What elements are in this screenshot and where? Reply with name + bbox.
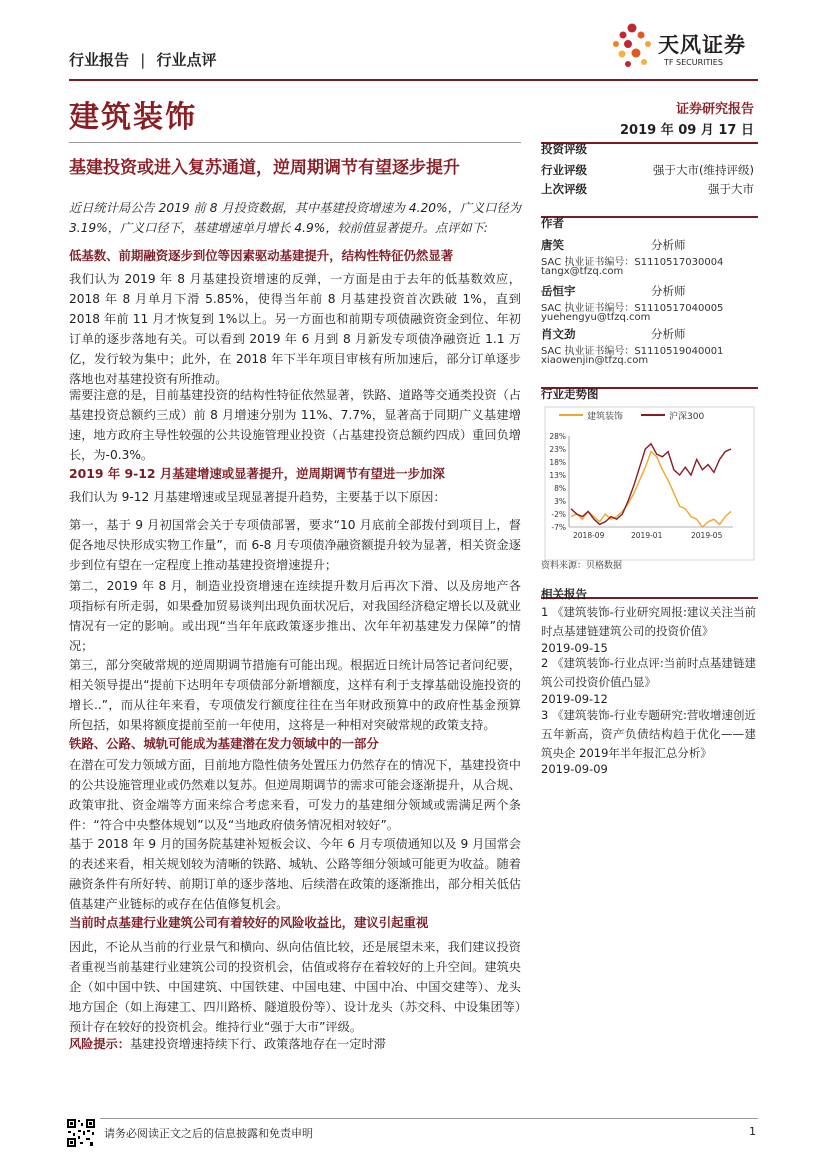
author-role-3: 分析师 xyxy=(651,327,686,341)
footer-rule xyxy=(100,1118,758,1119)
y-tick-label: 28% xyxy=(549,432,566,441)
related-report-1[interactable]: 1 《建筑装饰-行业研究周报:建议关注当前时点基建链建筑公司的投资价值》 xyxy=(541,605,756,638)
rating-previous-label: 上次评级 xyxy=(541,182,587,196)
subcategory-label: 行业点评 xyxy=(156,51,217,69)
author-email-2[interactable]: yuehengyu@tfzq.com xyxy=(541,312,651,323)
x-tick-label: 2019-05 xyxy=(691,531,723,540)
trend-title: 行业走势图 xyxy=(541,387,599,401)
author-name-3: 肖文劲 xyxy=(541,327,576,341)
related-report-3[interactable]: 3 《建筑装饰-行业专题研究:营收增速创近五年新高，资产负债结构趋于优化——建筑央企 2019年半年报汇总分析》 xyxy=(541,708,756,760)
x-tick-label: 2018-09 xyxy=(573,531,605,540)
series-line-2 xyxy=(571,444,731,525)
section-heading-3: 铁路、公路、城轨可能成为基建潜在发力领域中的一部分 xyxy=(69,736,379,751)
report-type: 证券研究报告 xyxy=(675,102,754,117)
category-separator: | xyxy=(140,51,146,69)
page-number: 1 xyxy=(749,1125,756,1138)
x-tick-label: 2019-01 xyxy=(631,531,663,540)
y-tick-label: 3% xyxy=(554,497,566,506)
y-tick-label: 18% xyxy=(549,458,566,467)
rating-current-value: 强于大市(维持评级) xyxy=(653,163,754,177)
y-tick-label: 13% xyxy=(549,471,566,480)
footer-disclaimer: 请务必阅读正文之后的信息披露和免责申明 xyxy=(104,1127,313,1140)
related-title: 相关报告 xyxy=(541,587,587,601)
y-tick-label: -7% xyxy=(551,523,566,532)
related-report-date-1: 2019-09-15 xyxy=(541,641,608,655)
risk-text: 基建投资增速持续下行、政策落地存在一定时滞 xyxy=(129,1037,386,1051)
author-name-2: 岳恒宇 xyxy=(541,284,576,298)
trend-source: 资料来源：贝格数据 xyxy=(541,561,623,571)
brand-logo xyxy=(606,20,756,72)
legend-label-2: 沪深300 xyxy=(669,412,705,422)
related-report-2[interactable]: 2 《建筑装饰-行业点评:当前时点基建链建筑公司投资价值凸显》 xyxy=(541,656,756,689)
y-tick-label: 23% xyxy=(549,445,566,454)
trend-chart xyxy=(541,405,758,573)
series-line-1 xyxy=(571,452,731,527)
author-name-1: 唐笑 xyxy=(541,238,564,252)
section-heading-1: 低基数、前期融资逐步到位等因素驱动基建提升，结构性特征仍然显著 xyxy=(69,248,454,263)
section-heading-4: 当前时点基建行业建筑公司有着较好的风险收益比，建议引起重视 xyxy=(69,915,429,930)
related-report-date-3: 2019-09-09 xyxy=(541,762,608,776)
header-rule xyxy=(69,79,758,81)
headline: 基建投资或进入复苏通道，逆周期调节有望逐步提升 xyxy=(69,158,460,178)
y-tick-label: -2% xyxy=(551,510,566,519)
section-heading-2: 2019 年 9-12 月基建增速或显著提升，逆周期调节有望进一步加深 xyxy=(69,466,445,481)
author-role-1: 分析师 xyxy=(651,238,686,252)
risk-label: 风险提示： xyxy=(69,1037,130,1051)
author-cert-3: SAC 执业证书编号：S1110519040001 xyxy=(541,346,724,357)
risk-notice xyxy=(69,1034,521,1054)
report-date: 2019 年 09 月 17 日 xyxy=(620,123,754,138)
brand-mark-icon xyxy=(606,20,658,72)
rating-row-current xyxy=(541,162,754,178)
legend-label-1: 建筑装饰 xyxy=(587,412,624,422)
y-tick-label: 8% xyxy=(554,484,566,493)
intro-paragraph: 近日统计局公告 2019 前 8 月投资数据，其中基建投资增速为 4.20%，广义口径为 3.19%，广义口径下，基建增速单月增长 4.9%，较前值显著提升。点评如下: xyxy=(69,201,521,235)
rating-title: 投资评级 xyxy=(541,142,587,156)
authors-title: 作者 xyxy=(541,216,564,230)
trend-chart-svg xyxy=(541,405,758,573)
rating-previous-value: 强于大市 xyxy=(708,182,754,196)
section-1-paragraph-1: 我们认为 2019 年 8 月基建投资增速的反弹，一方面是由于去年的低基数效应，2018 年 8 月单月下滑 5.85%，使得当年前 8 月基建投资首次跌破 1%，直到 2018 年前 11 月才恢复到 1%以上。另一方面也和前期专项债融资资金到位、年初订单的逐步落地有关。可以看到 2019 年 6 月到 8 月新发专项债净融资近 1.1 万亿，发行较为集中；此外，在 2018 年下半年项目审核有所加速后，部分订单逐步落地也对基建投资有所推动。 xyxy=(69,272,521,386)
title-rule xyxy=(69,142,521,143)
section-4-paragraph-1: 因此，不论从当前的行业景气和横向、纵向估值比较，还是展望未来，我们建议投资者重视当前基建行业建筑公司的投资机会，估值或将存在着较好的上升空间。建筑央企（如中国中铁、中国建筑、中国铁建、中国电建、中国中冶、中国交建等）、龙头地方国企（如上海建工、四川路桥、隧道股份等）、设计龙头（苏交科、中设集团等）预计存在较好的投资机会。维持行业“强于大市”评级。 xyxy=(69,940,521,1034)
header-category xyxy=(69,49,217,70)
section-2-paragraph-1: 我们认为 9-12 月基建增速或呈现显著提升趋势，主要基于以下原因： xyxy=(69,490,446,504)
brand-name: 天风证券 xyxy=(658,33,746,57)
section-3-paragraph-2: 基于 2018 年 9 月的国务院基建补短板会议、今年 6 月专项债通知以及 9 月国常会的表述来看，相关规划较为清晰的铁路、城轨、公路等细分领域可能更为收益。随着融资条件有所好转、前期订单的逐步落地、后续潜在政策的逐渐推出，部分相关低估值基建产业链标的或存在估值修复机会。 xyxy=(69,837,521,911)
section-2-paragraph-3: 第二，2019 年 8 月，制造业投资增速在连续提升数月后再次下滑、以及房地产各项指标有所走弱，如果叠加贸易谈判出现负面状况后，对我国经济稳定增长以及就业情况有一定的影响。或出现“当年年底政策逐步推出、次年年初基建发力保障”的情况； xyxy=(69,579,521,653)
author-email-3[interactable]: xiaowenjin@tfzq.com xyxy=(541,355,649,366)
section-1-paragraph-2: 需要注意的是，目前基建投资的结构性特征依然显著，铁路、道路等交通类投资（占基建投资总额约三成）前 8 月增速分别为 11%、7.7%，显著高于同期广义基建增速，地方政府主导性较强的公共设施管理业投资（占基建投资总额约四成）重回负增长，为-0.3%。 xyxy=(69,388,521,462)
section-3-paragraph-1: 在潜在可发力领域方面，目前地方隐性债务处置压力仍然存在的情况下，基建投资中的公共设施管理业或仍然难以复苏。但逆周期调节的需求可能会逐渐提升，从合规、政策审批、资金端等方面来综合考虑来看，可发力的基建细分领域或需满足两个条件：“符合中央整体规划”以及“当地政府债务情况相对较好”。 xyxy=(69,758,521,832)
author-role-2: 分析师 xyxy=(651,284,686,298)
rating-current-label: 行业评级 xyxy=(541,163,587,177)
author-cert-2: SAC 执业证书编号：S1110517040005 xyxy=(541,303,724,314)
category-label: 行业报告 xyxy=(69,51,130,69)
industry-title: 建筑装饰 xyxy=(69,100,197,135)
author-email-1[interactable]: tangx@tfzq.com xyxy=(541,266,624,277)
section-2-paragraph-4: 第三，部分突破常规的逆周期调节措施有可能出现。根据近日统计局答记者问纪要，相关领导提出“提前下达明年专项债部分新增额度，这样有利于支撑基础设施投资的增长..”，而从往年来看，专项债发行额度往往在当年财政预算中的政府性基金预算所包括，如果将额度提前至前一年使用，这将是一种相对突破常规的政策支持。 xyxy=(69,658,521,732)
section-2-paragraph-2: 第一，基于 9 月初国常会关于专项债部署，要求“10 月底前全部拨付到项目上，督促各地尽快形成实物工作量”，而 6-8 月专项债净融资额提升较为显著，相关资金逐步到位有望在一定程度上推动基建投资增速提升； xyxy=(69,518,521,572)
authors-rule xyxy=(541,216,758,218)
related-report-date-2: 2019-09-12 xyxy=(541,692,608,706)
brand-name-en: TF SECURITIES xyxy=(664,58,723,67)
rating-row-previous xyxy=(541,181,754,197)
qr-code-icon xyxy=(66,1118,96,1148)
author-cert-1: SAC 执业证书编号：S1110517030004 xyxy=(541,257,724,268)
